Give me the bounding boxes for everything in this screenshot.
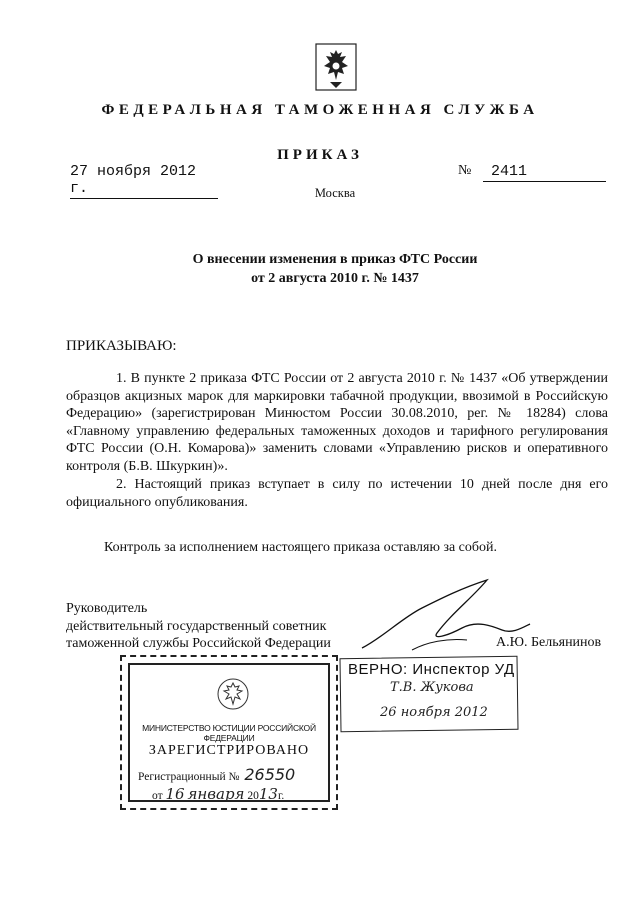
registration-stamp-frame [128,663,330,802]
signatory-title [66,600,331,653]
certified-copy-signature: Т.В. Жукова [390,680,474,695]
certified-copy-stamp [340,657,518,727]
handwritten-signature [352,578,532,668]
registration-date-day: 16 [165,785,185,803]
order-number: 2411 [483,163,606,182]
paragraph-2-text: 2. Настоящий приказ вступает в силу по истечении 10 дней после дня его официального опубликования. [66,477,608,510]
document-type: ПРИКАЗ [277,147,363,163]
paragraph-2 [66,476,608,511]
certified-copy-text: ВЕРНО: Инспектор УД [348,661,515,678]
city: Москва [314,186,356,200]
signatory-name: А.Ю. Бельянинов [496,635,602,650]
registration-date-suffix: г. [277,790,285,802]
subject-line-1: О внесении изменения в приказ ФТС России [192,252,478,267]
registration-stamp [120,655,338,810]
paragraph-1-text: 1. В пункте 2 приказа ФТС России от 2 августа 2010 г. № 1437 «Об утверждении образцов акцизных марок для маркировки табачной продукции, ввозимой в Российскую Федерацию» (зарегистрирован Минюстом России 30.08.2010, рег. № 18284) слова «Главному управлению федеральных таможенных доходов и тарифного регулирования ФТС России (О.Н. Комарова)» заменить словами «Управлению рисков и оперативного контроля (Б.В. Шкуркин)». [66,371,608,474]
document-subject [0,250,640,288]
signatory-line-2: действительный государственный советник [66,618,327,634]
registration-number-row [138,765,295,784]
signatory-line-1: Руководитель [66,601,148,616]
ministry-name: МИНИСТЕРСТВО ЮСТИЦИИ РОССИЙСКОЙ ФЕДЕРАЦИИ [142,723,316,743]
decree-heading: ПРИКАЗЫВАЮ: [66,338,177,354]
certified-copy-month: ноября [400,705,451,720]
russian-coat-of-arms-icon [216,677,250,711]
registration-number-label: Регистрационный № [138,771,240,783]
subject-line-2: от 2 августа 2010 г. № 1437 [251,271,419,286]
certified-copy-day: 26 [380,705,397,720]
order-date: 27 ноября 2012 г. [70,163,218,199]
registration-date-month: января [187,785,245,803]
registration-number: 26550 [244,765,296,784]
registration-date-row [152,785,284,803]
registration-date-year-prefix: 20 [247,790,259,802]
registration-date-year: 13 [258,785,278,803]
signatory-line-3: таможенной службы Российской Федерации [66,636,331,652]
certified-copy-year: 2012 [454,705,488,720]
russian-coat-of-arms-icon [314,42,358,92]
registration-date-prefix: от [152,790,163,802]
order-number-label: № [458,163,472,178]
agency-name: ФЕДЕРАЛЬНАЯ ТАМОЖЕННАЯ СЛУЖБА [101,102,539,118]
control-clause: Контроль за исполнением настоящего приказа оставляю за собой. [104,540,498,555]
registration-status: ЗАРЕГИСТРИРОВАНО [148,743,310,758]
certified-copy-date [380,705,488,720]
paragraph-1 [66,370,608,476]
